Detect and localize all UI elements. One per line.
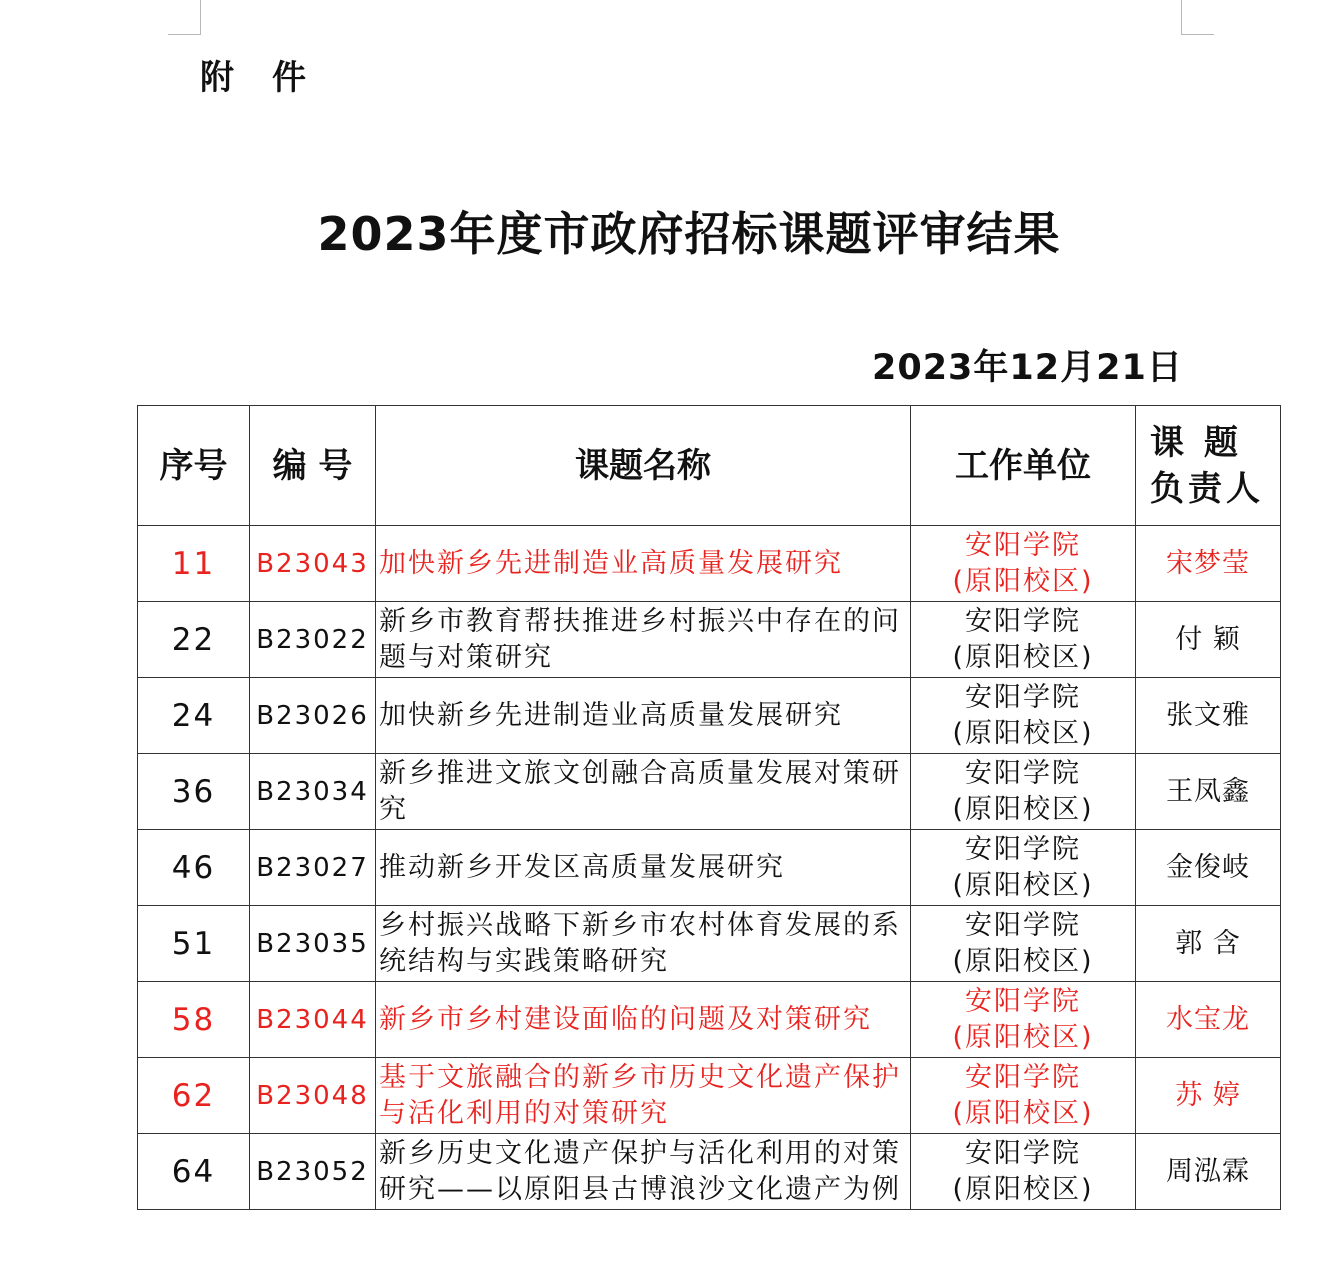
row-topic: 乡村振兴战略下新乡市农村体育发展的系统结构与实践策略研究 bbox=[376, 906, 911, 982]
row-topic: 推动新乡开发区高质量发展研究 bbox=[376, 830, 911, 906]
header-leader-line1: 课 题 bbox=[1150, 422, 1242, 463]
row-topic: 加快新乡先进制造业高质量发展研究 bbox=[376, 526, 911, 602]
row-unit-line2: (原阳校区) bbox=[952, 717, 1094, 749]
row-leader: 苏 婷 bbox=[1136, 1058, 1281, 1134]
row-topic: 新乡市教育帮扶推进乡村振兴中存在的问题与对策研究 bbox=[376, 602, 911, 678]
row-unit-line2: (原阳校区) bbox=[952, 1021, 1094, 1053]
row-leader: 王凤鑫 bbox=[1136, 754, 1281, 830]
row-unit-line1: 安阳学院 bbox=[965, 1061, 1081, 1093]
row-unit-line1: 安阳学院 bbox=[965, 1137, 1081, 1169]
row-unit-line1: 安阳学院 bbox=[965, 605, 1081, 637]
row-seq: 46 bbox=[138, 830, 250, 906]
table-row bbox=[138, 754, 1281, 830]
row-unit-line2: (原阳校区) bbox=[952, 565, 1094, 597]
row-leader: 宋梦莹 bbox=[1136, 526, 1281, 602]
row-unit-line1: 安阳学院 bbox=[965, 833, 1081, 865]
header-unit: 工作单位 bbox=[911, 406, 1136, 526]
row-unit bbox=[911, 1058, 1136, 1134]
row-unit-line1: 安阳学院 bbox=[965, 681, 1081, 713]
row-topic: 新乡推进文旅文创融合高质量发展对策研究 bbox=[376, 754, 911, 830]
table-row bbox=[138, 1134, 1281, 1210]
attachment-label: 附件 bbox=[200, 58, 344, 98]
row-unit-line1: 安阳学院 bbox=[965, 529, 1081, 561]
row-unit bbox=[911, 1134, 1136, 1210]
table-header-row bbox=[138, 406, 1281, 526]
row-unit bbox=[911, 678, 1136, 754]
document-date: 2023年12月21日 bbox=[872, 348, 1183, 388]
table-row bbox=[138, 602, 1281, 678]
crop-mark-top-left bbox=[168, 0, 201, 35]
row-code: B23044 bbox=[250, 982, 376, 1058]
row-seq: 64 bbox=[138, 1134, 250, 1210]
header-leader-line2: 负责人 bbox=[1150, 468, 1264, 509]
row-leader: 金俊岐 bbox=[1136, 830, 1281, 906]
row-code: B23048 bbox=[250, 1058, 376, 1134]
row-topic: 新乡历史文化遗产保护与活化利用的对策研究——以原阳县古博浪沙文化遗产为例 bbox=[376, 1134, 911, 1210]
row-unit-line2: (原阳校区) bbox=[952, 1097, 1094, 1129]
row-unit bbox=[911, 830, 1136, 906]
header-topic: 课题名称 bbox=[376, 406, 911, 526]
row-seq: 58 bbox=[138, 982, 250, 1058]
row-unit-line2: (原阳校区) bbox=[952, 869, 1094, 901]
row-leader: 水宝龙 bbox=[1136, 982, 1281, 1058]
row-unit bbox=[911, 526, 1136, 602]
row-unit-line2: (原阳校区) bbox=[952, 641, 1094, 673]
table-row bbox=[138, 982, 1281, 1058]
results-table bbox=[137, 405, 1281, 1210]
row-code: B23035 bbox=[250, 906, 376, 982]
row-unit-line1: 安阳学院 bbox=[965, 985, 1081, 1017]
page-title: 2023年度市政府招标课题评审结果 bbox=[317, 207, 1061, 261]
row-unit-line2: (原阳校区) bbox=[952, 945, 1094, 977]
row-code: B23043 bbox=[250, 526, 376, 602]
row-unit bbox=[911, 906, 1136, 982]
table-body bbox=[138, 526, 1281, 1210]
row-unit-line2: (原阳校区) bbox=[952, 1173, 1094, 1205]
row-unit-line1: 安阳学院 bbox=[965, 757, 1081, 789]
header-leader bbox=[1136, 406, 1281, 526]
table-row bbox=[138, 526, 1281, 602]
row-code: B23026 bbox=[250, 678, 376, 754]
crop-mark-top-right bbox=[1181, 0, 1214, 35]
table-row bbox=[138, 1058, 1281, 1134]
row-leader: 付 颖 bbox=[1136, 602, 1281, 678]
row-seq: 62 bbox=[138, 1058, 250, 1134]
row-topic: 新乡市乡村建设面临的问题及对策研究 bbox=[376, 982, 911, 1058]
row-seq: 11 bbox=[138, 526, 250, 602]
row-code: B23034 bbox=[250, 754, 376, 830]
row-seq: 22 bbox=[138, 602, 250, 678]
row-code: B23022 bbox=[250, 602, 376, 678]
row-unit bbox=[911, 754, 1136, 830]
row-leader: 郭 含 bbox=[1136, 906, 1281, 982]
table-row bbox=[138, 830, 1281, 906]
row-topic: 加快新乡先进制造业高质量发展研究 bbox=[376, 678, 911, 754]
row-unit bbox=[911, 602, 1136, 678]
row-code: B23027 bbox=[250, 830, 376, 906]
row-code: B23052 bbox=[250, 1134, 376, 1210]
row-seq: 36 bbox=[138, 754, 250, 830]
header-seq: 序号 bbox=[138, 406, 250, 526]
row-leader: 周泓霖 bbox=[1136, 1134, 1281, 1210]
header-code: 编 号 bbox=[250, 406, 376, 526]
table-row bbox=[138, 678, 1281, 754]
row-unit-line2: (原阳校区) bbox=[952, 793, 1094, 825]
row-unit-line1: 安阳学院 bbox=[965, 909, 1081, 941]
row-leader: 张文雅 bbox=[1136, 678, 1281, 754]
row-topic: 基于文旅融合的新乡市历史文化遗产保护与活化利用的对策研究 bbox=[376, 1058, 911, 1134]
row-seq: 51 bbox=[138, 906, 250, 982]
row-seq: 24 bbox=[138, 678, 250, 754]
table-row bbox=[138, 906, 1281, 982]
row-unit bbox=[911, 982, 1136, 1058]
